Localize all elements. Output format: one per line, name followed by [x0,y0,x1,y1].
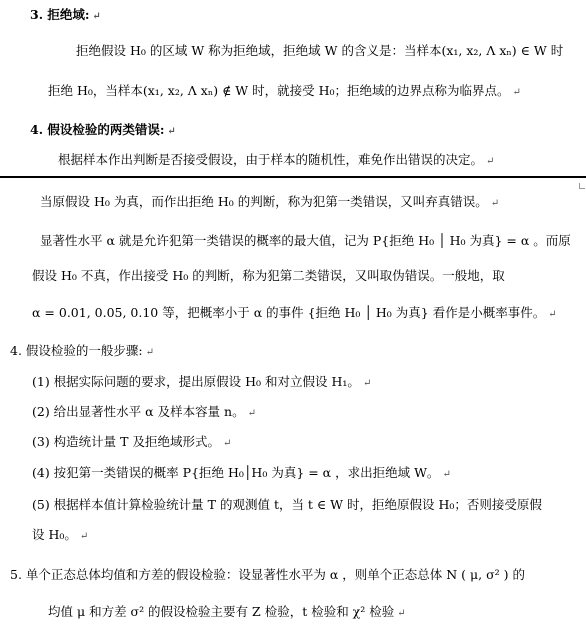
paragraph-line: 根据样本作出判断是否接受假设，由于样本的随机性，难免作出错误的决定。 ↵ [58,152,495,167]
paragraph-mark-icon: ↵ [548,309,557,320]
paragraph-mark-icon: ↵ [79,531,89,542]
list-item: (2) 给出显著性水平 α 及样本容量 n。 ↵ [32,404,256,419]
paragraph-mark-icon: ↵ [92,11,101,22]
paragraph-mark-icon: ↵ [490,198,500,209]
paragraph-line: 假设 H₀ 不真，作出接受 H₀ 的判断，称为犯第二类错误，又叫取伪错误。一般地，取 [32,268,505,283]
list-item: (5) 根据样本值计算检验统计量 T 的观测值 t，当 t ∈ W 时，拒绝原假设 H₀；否则接受原假 [32,497,542,512]
heading-rejection-region: 3. 拒绝域: ↵ [30,7,101,22]
paragraph-mark-icon: ↵ [442,469,451,480]
paragraph-line: 拒绝假设 H₀ 的区域 W 称为拒绝域，拒绝域 W 的含义是：当样本(x₁, x₂, Λ xₙ) ∈ W 时 [76,43,564,58]
heading-general-steps: 4. 假设检验的一般步骤: ↵ [10,343,155,358]
paragraph-mark-icon: ↵ [247,408,256,419]
paragraph-mark-icon: ↵ [512,87,521,98]
margin-corner-mark [579,183,585,189]
paragraph-line: 5. 单个正态总体均值和方差的假设检验：设显著性水平为 α ，则单个正态总体 N ( μ, σ² ) 的 [10,567,525,582]
list-item: (3) 构造统计量 T 及拒绝域形式。 ↵ [32,434,232,449]
paragraph-mark-icon: ↵ [222,438,232,449]
page-break-divider [0,176,586,178]
paragraph-mark-icon: ↵ [145,347,155,358]
list-item-continuation: 设 H₀。 ↵ [32,527,89,542]
paragraph-line: 当原假设 H₀ 为真，而作出拒绝 H₀ 的判断，称为犯第一类错误，又叫弃真错误。 ↵ [40,194,500,209]
paragraph-line: 均值 μ 和方差 σ² 的假设检验主要有 Z 检验，t 检验和 χ² 检验 ↵ [48,604,406,619]
paragraph-mark-icon: ↵ [362,378,372,389]
list-item: (4) 按犯第一类错误的概率 P{拒绝 H₀│H₀ 为真} = α ，求出拒绝域 W。 ↵ [32,465,451,480]
paragraph-mark-icon: ↵ [486,156,495,167]
paragraph-mark-icon: ↵ [167,126,176,137]
list-item: (1) 根据实际问题的要求，提出原假设 H₀ 和对立假设 H₁。 ↵ [32,374,372,389]
heading-two-types-of-errors: 4. 假设检验的两类错误: ↵ [30,122,176,137]
paragraph-line: α = 0.01, 0.05, 0.10 等，把概率小于 α 的事件 {拒绝 H₀ │ H₀ 为真} 看作是小概率事件。 ↵ [32,305,557,320]
paragraph-line: 显著性水平 α 就是允许犯第一类错误的概率的最大值，记为 P{拒绝 H₀ │ H₀ 为真} = α 。而原 [40,233,571,248]
paragraph-line: 拒绝 H₀，当样本(x₁, x₂, Λ xₙ) ∉ W 时，就接受 H₀；拒绝域的边界点称为临界点。 ↵ [48,83,521,98]
paragraph-mark-icon: ↵ [397,608,406,619]
